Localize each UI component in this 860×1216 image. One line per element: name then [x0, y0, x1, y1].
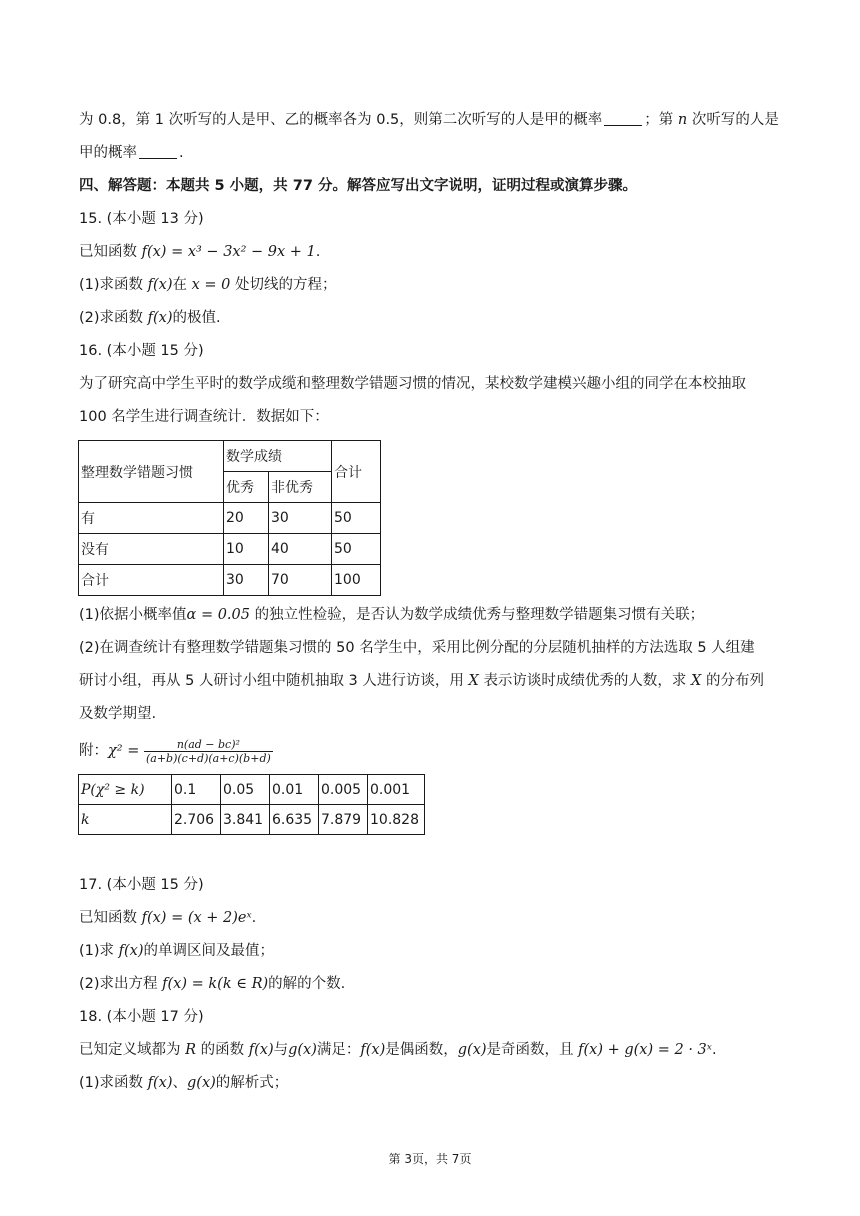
q15-head: 15. (本小题 13 分): [79, 211, 204, 227]
appendix-label: 附：: [79, 743, 108, 759]
not-excellent-header-cell: 非优秀: [269, 472, 332, 503]
table-row: [79, 503, 381, 534]
text: 表示访谈时成绩优秀的人数，求: [483, 673, 687, 689]
answer-blank-2[interactable]: [139, 144, 177, 159]
math-X: X: [468, 673, 479, 689]
text: 的极值.: [172, 310, 221, 326]
math-fx: f(x): [147, 310, 173, 326]
table-cell: 10: [224, 534, 269, 565]
table-cell: 3.841: [221, 805, 270, 835]
text: 是奇函数，且: [486, 1042, 574, 1058]
page-footer: 第 3页，共 7页: [388, 1152, 472, 1166]
text: 研讨小组，再从 5 人研讨小组中随机抽取 3 人进行访谈，用: [79, 673, 464, 689]
q18-head: 18. (本小题 17 分): [79, 1009, 204, 1025]
q18-part1: [79, 1073, 288, 1093]
excellent-header-cell: 优秀: [224, 472, 269, 503]
text: 已知函数: [79, 910, 137, 926]
text: 已知定义域都为: [79, 1042, 181, 1058]
math-n: n: [677, 112, 688, 128]
table-cell: 7.879: [319, 805, 368, 835]
table-row: [79, 775, 425, 805]
table-cell: 有: [79, 503, 224, 534]
q16-head: 16. (本小题 15 分): [79, 343, 204, 359]
q15-stem: [79, 242, 320, 262]
text: 处切线的方程；: [235, 277, 337, 293]
text: .: [315, 244, 321, 260]
table-cell: 没有: [79, 534, 224, 565]
intro-text: 甲的概率: [79, 145, 137, 161]
math-chi: χ² =: [108, 743, 140, 759]
intro-line-1: [79, 110, 779, 130]
row-header-cell: 整理数学错题习惯: [79, 441, 224, 503]
math-alpha: α = 0.05: [186, 607, 250, 623]
text: 的独立性检验，是否认为数学成绩优秀与整理数学错题集习惯有关联；: [254, 607, 705, 623]
text: (1)求函数: [79, 277, 144, 293]
math-fx: f(x): [147, 277, 173, 293]
intro-text: ；第: [644, 112, 674, 128]
table-row: [79, 805, 425, 835]
text: 在: [172, 277, 188, 293]
answer-blank-1[interactable]: [604, 111, 642, 126]
text: 的分布列: [705, 673, 764, 689]
math-R: R: [185, 1042, 197, 1058]
q16-part2-3: 及数学期望.: [79, 706, 157, 722]
text: 满足：: [316, 1042, 361, 1058]
table-cell: 0.01: [270, 775, 319, 805]
text: 的单调区间及最值；: [143, 943, 275, 959]
k-label-cell: k: [79, 805, 172, 835]
q18-stem: [79, 1040, 717, 1060]
fraction-denominator: (a+b)(c+d)(a+c)(b+d): [145, 751, 271, 765]
table-cell: 100: [332, 565, 381, 596]
q16-part1: [79, 605, 704, 625]
q16-stem-1: 为了研究高中学生平时的数学成缆和整理数学错题习惯的情况，某校数学建模兴趣小组的同学在本校抽取: [79, 376, 746, 392]
table-cell: 40: [269, 534, 332, 565]
math-formula: f(x) = (x + 2)eˣ: [141, 910, 252, 926]
math-gx: g(x): [187, 1075, 216, 1091]
text: (1)求函数: [79, 1075, 144, 1091]
table-row: [79, 565, 381, 596]
table-cell: 20: [224, 503, 269, 534]
intro-text: 次听写的人是: [691, 112, 779, 128]
critical-value-table: [78, 774, 425, 835]
text: (1)求: [79, 943, 115, 959]
table-cell: 0.005: [319, 775, 368, 805]
text: 已知函数: [79, 244, 137, 260]
p-label-cell: P(χ² ≥ k): [79, 775, 172, 805]
table-cell: 10.828: [368, 805, 425, 835]
math-x0: x = 0: [191, 277, 231, 293]
q16-part2-1: (2)在调查统计有整理数学错题集习惯的 50 名学生中，采用比例分配的分层随机抽样的方法选取 5 人组建: [79, 640, 755, 656]
text: .: [711, 1042, 717, 1058]
text: (1)依据小概率值: [79, 607, 187, 623]
math-equation: f(x) + g(x) = 2 · 3ˣ: [578, 1042, 712, 1058]
table-cell: 0.1: [172, 775, 221, 805]
fraction-numerator: n(ad − bc)²: [144, 738, 273, 752]
text: .: [251, 910, 257, 926]
text: (2)求出方程: [79, 976, 158, 992]
table-row: [79, 534, 381, 565]
section-title: 四、解答题：本题共 5 小题，共 77 分。解答应写出文字说明，证明过程或演算步骤。: [79, 178, 637, 194]
q17-part2: [79, 974, 345, 994]
q16-part2-2: [79, 671, 764, 691]
math-fx: f(x): [248, 1042, 274, 1058]
table-cell: 0.05: [221, 775, 270, 805]
chi-fraction: [144, 738, 273, 765]
math-gx: g(x): [457, 1042, 487, 1058]
q17-head: 17. (本小题 15 分): [79, 877, 204, 893]
intro-line-2: [79, 143, 184, 163]
table-cell: 30: [269, 503, 332, 534]
math-fx: f(x): [118, 943, 144, 959]
text: 的函数: [200, 1042, 245, 1058]
table-cell: 50: [332, 503, 381, 534]
table-cell: 30: [224, 565, 269, 596]
text: (2)求函数: [79, 310, 144, 326]
survey-table: [78, 440, 381, 596]
text: 的解的个数.: [268, 976, 346, 992]
table-cell: 合计: [79, 565, 224, 596]
q17-stem: [79, 908, 256, 928]
intro-text: .: [179, 145, 184, 161]
q16-stem-2: 100 名学生进行调查统计．数据如下：: [79, 409, 329, 425]
group-header-cell: 数学成绩: [224, 441, 332, 472]
math-formula: f(x) = x³ − 3x² − 9x + 1: [141, 244, 316, 260]
intro-text: 为 0.8，第 1 次听写的人是甲、乙的概率各为 0.5，则第二次听写的人是甲的概率: [79, 112, 603, 128]
table-cell: 6.635: [270, 805, 319, 835]
math-fx: f(x): [360, 1042, 386, 1058]
q15-part2: [79, 308, 221, 328]
text: 的解析式；: [215, 1075, 289, 1091]
text: 与: [273, 1042, 289, 1058]
table-cell: 70: [269, 565, 332, 596]
q15-part1: [79, 275, 337, 295]
text: 、: [172, 1075, 188, 1091]
total-header-cell: 合计: [332, 441, 381, 503]
q17-part1: [79, 941, 274, 961]
table-cell: 0.001: [368, 775, 425, 805]
table-cell: 50: [332, 534, 381, 565]
math-equation: f(x) = k(k ∈ R): [162, 976, 269, 992]
math-gx: g(x): [288, 1042, 317, 1058]
math-X: X: [691, 673, 702, 689]
text: 是偶函数，: [385, 1042, 458, 1058]
chi-square-formula: [79, 737, 273, 765]
math-fx: f(x): [147, 1075, 173, 1091]
table-cell: 2.706: [172, 805, 221, 835]
